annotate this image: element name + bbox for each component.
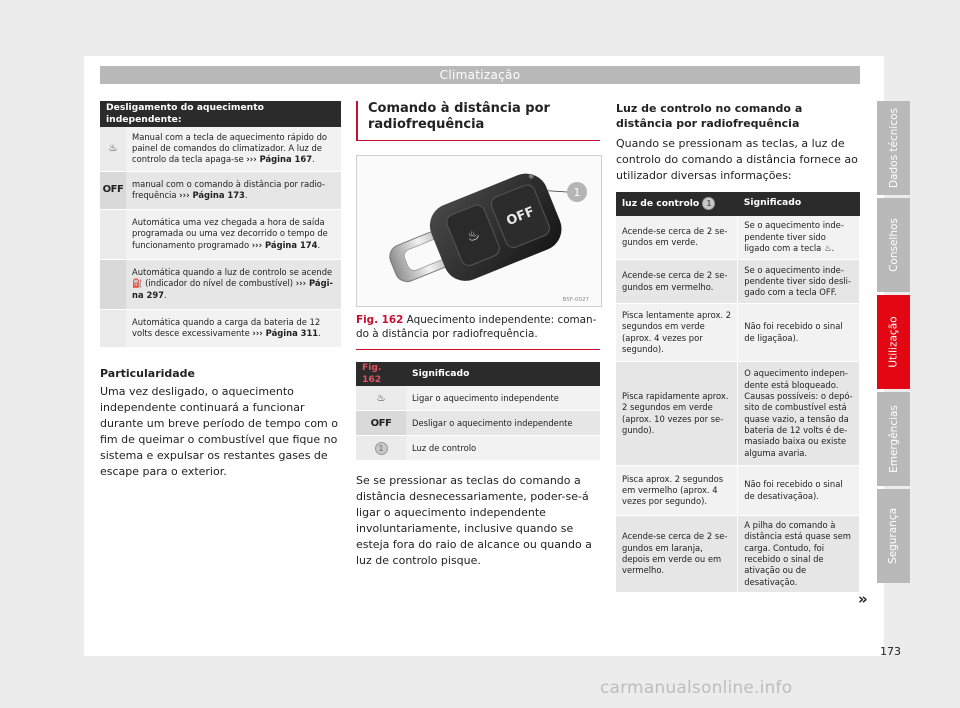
column-2: [356, 101, 600, 569]
table-row: ♨ Manual com a tecla de aquecimento rápido do painel de comandos do climatizador. A luz de controlo da tecla apaga-se ››› Página 167.: [100, 127, 341, 171]
table-row: 1 Luz de controlo: [356, 436, 600, 461]
off-icon: OFF: [356, 411, 406, 436]
section-header: Climatização: [100, 66, 860, 84]
page-number: 173: [880, 645, 901, 658]
continue-arrow-icon: »: [858, 590, 868, 608]
table-row: OFF manual com o comando à distância por radiofrequência ››› Página 173.: [100, 171, 341, 209]
table-row: Automática uma vez chegada a hora de saída programada ou uma vez decorrido o tempo de funcionamento programado ››› Página 174.: [100, 209, 341, 259]
luz-table-header-right: Significado: [738, 192, 860, 216]
svg-text:♨: ♨: [464, 225, 483, 246]
callout-1-icon: 1: [702, 197, 715, 210]
table-row: Pisca rapidamente aprox. 2 segundos em verde (aprox. 10 vezes por segundo). O aquecimento independente está bloqueado. Causas possíveis: o depósito de combustível está quase vazio, a tensão da bateria de 12 volts é demasiado baixa ou existe alguma avaria.: [616, 362, 860, 466]
remote-warning-paragraph: Se se pressionar as teclas do comando a distância desnecessariamente, poder-se-á ligar o aquecimento independente involuntariamente, inclusive quando se esteja fora do raio de alcance ou quando a luz de controlo pisque.: [356, 474, 592, 568]
remote-control-title: Comando à distância por radiofrequência: [356, 101, 600, 141]
figure-code: B5F-0027: [562, 296, 589, 303]
off-icon: OFF: [100, 171, 126, 209]
button-meaning-table: [356, 362, 600, 462]
table-row: Automática quando a luz de controlo se acende ⛽ (indicador do nível de combustível) ››› Página 297.: [100, 259, 341, 309]
figure-callout-1: 1: [573, 185, 581, 199]
control-light-table: [616, 192, 860, 594]
fig-table-header-fig: Fig. 162: [356, 362, 406, 387]
page-link[interactable]: ››› Página 173: [179, 190, 245, 200]
heat-icon: ♨: [356, 386, 406, 411]
table-row: OFF Desligar o aquecimento independente: [356, 411, 600, 436]
page-link[interactable]: ››› Página 311: [252, 328, 319, 338]
table-row: Automática quando a carga da bateria de 12 volts desce excessivamente ››› Página 311.: [100, 309, 341, 347]
control-light-intro: Quando se pressionam as teclas, a luz de controlo do comando a distância fornece ao utilizador diversas informações:: [616, 136, 858, 182]
remote-control-figure: [356, 155, 602, 307]
table-row: Acende-se cerca de 2 segundos em laranja, depois em verde ou em vermelho. A pilha do comando à distância está quase sem carga. Contudo, foi recebido o sinal de ativação ou de desativação.: [616, 516, 860, 593]
table-row: Acende-se cerca de 2 segundos em vermelho. Se o aquecimento independente tiver sido desligado com a tecla OFF.: [616, 260, 860, 304]
page-link[interactable]: ››› Página 167: [246, 154, 313, 165]
table-row: ♨ Ligar o aquecimento independente: [356, 386, 600, 411]
watermark: carmanualsonline.info: [600, 678, 793, 698]
particularity-heading: Particularidade: [100, 366, 196, 380]
tab-emergencias[interactable]: Emergências: [877, 392, 910, 486]
shutdown-table-header: Desligamento do aquecimento independente:: [100, 101, 341, 127]
table-row: Acende-se cerca de 2 segundos em verde. Se o aquecimento independente tiver sido ligado com a tecla ♨.: [616, 216, 860, 260]
tab-seguranca[interactable]: Segurança: [877, 489, 910, 583]
particularity-paragraph: Uma vez desligado, o aquecimento independente continuará a funcionar durante um breve período de tempo com o fim de queimar o combustível que fique no sistema e expulsar os restantes gases de escape para o exterior.: [100, 384, 338, 478]
table-row: Pisca aprox. 2 segundos em vermelho (aprox. 4 vezes por segundo). Não foi recebido o sinal de desativaçãoa).: [616, 466, 860, 516]
shutdown-table: [100, 101, 341, 348]
column-1: [100, 101, 341, 480]
tab-conselhos[interactable]: Conselhos: [877, 198, 910, 292]
page-link[interactable]: ››› Página 297: [132, 278, 333, 300]
column-3: [616, 101, 860, 593]
figure-caption: Fig. 162 Aquecimento independente: comando à distância por radiofrequência.: [356, 313, 600, 350]
svg-text:OFF: OFF: [504, 203, 537, 229]
page-link[interactable]: ››› Página 174: [251, 239, 318, 250]
heat-icon: ♨: [100, 127, 126, 171]
tab-dados-tecnicos[interactable]: Dados técnicos: [877, 101, 910, 195]
callout-1-icon: 1: [356, 436, 406, 461]
control-light-heading: Luz de controlo no comando a distância por radiofrequência: [616, 102, 803, 131]
luz-table-header-left: luz de controlo 1: [616, 192, 738, 216]
remote-control-illustration: [357, 156, 601, 306]
table-row: Pisca lentamente aprox. 2 segundos em verde (aprox. 4 vezes por segundo). Não foi recebido o sinal de ligaçãoa).: [616, 304, 860, 362]
fig-table-header-meaning: Significado: [406, 362, 600, 387]
tab-utilizacao[interactable]: Utilização: [877, 295, 910, 389]
